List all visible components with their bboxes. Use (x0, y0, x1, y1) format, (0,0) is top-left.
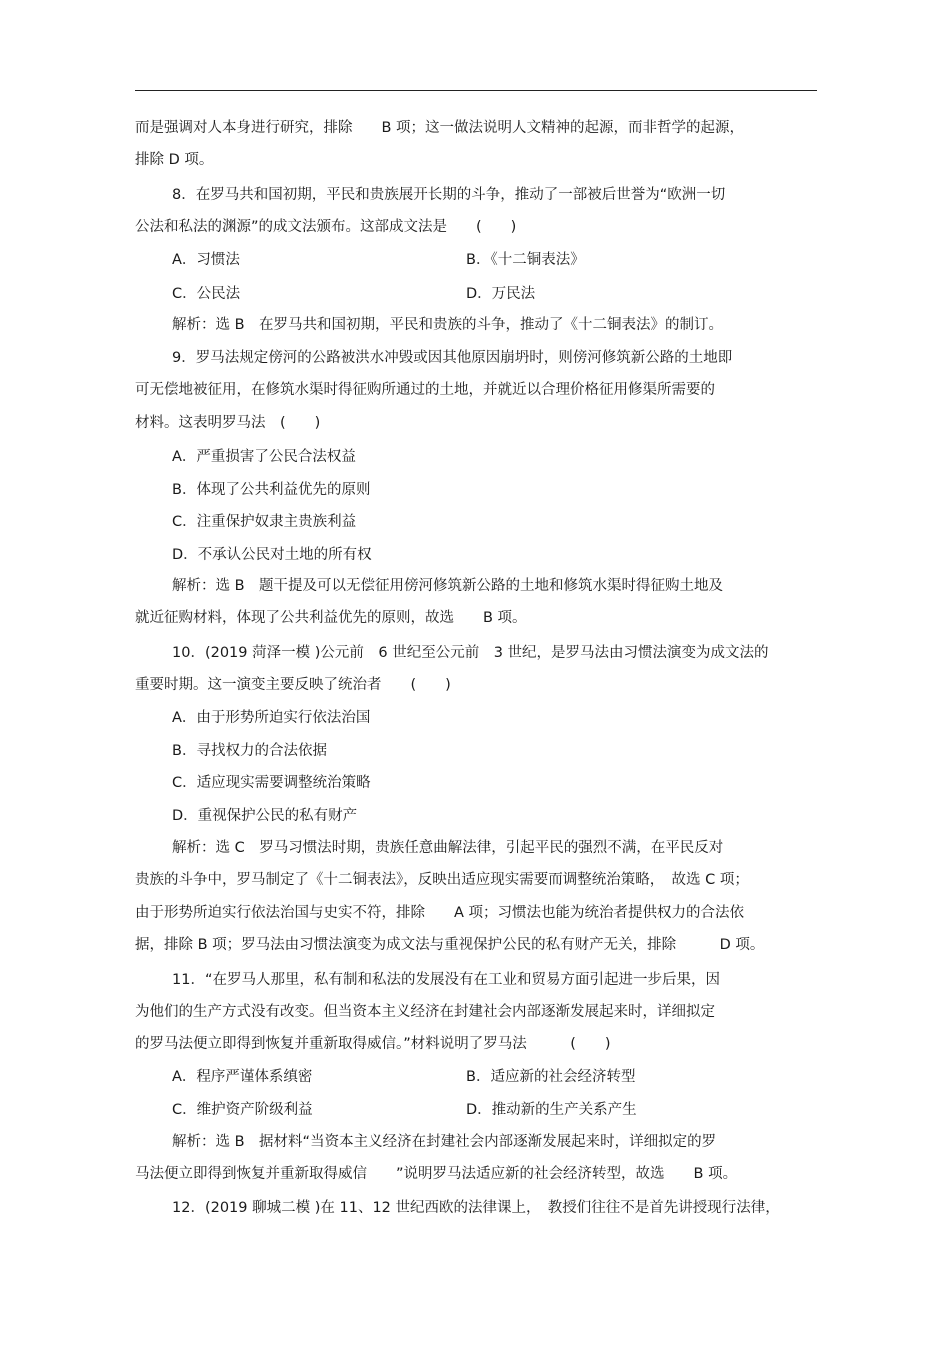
header-rule (135, 90, 817, 91)
option-a: A．习惯法 (172, 252, 240, 268)
question-9: 9．罗马法规定傍河的公路被洪水冲毁或因其他原因崩坍时，则傍河修筑新公路的土地即 (172, 350, 733, 366)
question-10: 10．(2019 菏泽一模 )公元前 6 世纪至公元前 3 世纪，是罗马法由习惯法演变为成文法的 (172, 645, 769, 661)
question-12: 12．(2019 聊城二模 )在 11、12 世纪西欧的法律课上， 教授们往往不是首先讲授现行法律， (172, 1200, 780, 1216)
option-d: D．万民法 (466, 286, 536, 302)
option-b: B．体现了公共利益优先的原则 (172, 482, 371, 498)
option-c: C．适应现实需要调整统治策略 (172, 775, 371, 791)
text-line: 的罗马法便立即得到恢复并重新取得威信。”材料说明了罗马法 ( ) (135, 1036, 611, 1052)
text-line: 为他们的生产方式没有改变。但当资本主义经济在封建社会内部逐渐发展起来时，详细拟定 (135, 1004, 715, 1020)
option-a: A．由于形势所迫实行依法治国 (172, 710, 371, 726)
question-8: 8．在罗马共和国初期，平民和贵族展开长期的斗争，推动了一部被后世誉为“欧洲一切 (172, 187, 726, 203)
option-d: D．不承认公民对土地的所有权 (172, 547, 372, 563)
analysis: 解析：选 C 罗马习惯法时期，贵族任意曲解法律，引起平民的强烈不满，在平民反对 (172, 840, 724, 856)
text-line: 材料。这表明罗马法 ( ) (135, 415, 321, 431)
text-line: 由于形势所迫实行依法治国与史实不符，排除 A 项；习惯法也能为统治者提供权力的合法依 (135, 905, 745, 921)
text-line: 可无偿地被征用，在修筑水渠时得征购所通过的土地，并就近以合理价格征用修渠所需要的 (135, 382, 715, 398)
option-c: C．维护资产阶级利益 (172, 1102, 313, 1118)
analysis: 解析：选 B 题干提及可以无偿征用傍河修筑新公路的土地和修筑水渠时得征购土地及 (172, 578, 724, 594)
option-c: C．公民法 (172, 286, 241, 302)
option-a: A．程序严谨体系缜密 (172, 1069, 313, 1085)
option-b: B．寻找权力的合法依据 (172, 743, 327, 759)
option-c: C．注重保护奴隶主贵族利益 (172, 514, 357, 530)
option-b: B．适应新的社会经济转型 (466, 1069, 636, 1085)
option-d: D．推动新的生产关系产生 (466, 1102, 637, 1118)
analysis: 解析：选 B 据材料“当资本主义经济在封建社会内部逐渐发展起来时，详细拟定的罗 (172, 1134, 717, 1150)
text-line: 马法便立即得到恢复并重新取得威信 ”说明罗马法适应新的社会经济转型，故选 B 项。 (135, 1166, 738, 1182)
text-line: 而是强调对人本身进行研究，排除 B 项；这一做法说明人文精神的起源，而非哲学的起源， (135, 120, 745, 136)
text-line: 排除 D 项。 (135, 152, 214, 168)
text-line: 公法和私法的渊源”的成文法颁布。这部成文法是 ( ) (135, 219, 517, 235)
option-b: B．《十二铜表法》 (466, 252, 585, 268)
text-line: 据，排除 B 项；罗马法由习惯法演变为成文法与重视保护公民的私有财产无关，排除 D 项。 (135, 937, 765, 953)
option-a: A．严重损害了公民合法权益 (172, 449, 356, 465)
analysis: 解析：选 B 在罗马共和国初期，平民和贵族的斗争，推动了《十二铜表法》的制订。 (172, 317, 724, 333)
question-11: 11．“在罗马人那里，私有制和私法的发展没有在工业和贸易方面引起进一步后果，因 (172, 972, 720, 988)
option-d: D．重视保护公民的私有财产 (172, 808, 358, 824)
text-line: 贵族的斗争中，罗马制定了《十二铜表法》，反映出适应现实需要而调整统治策略， 故选 C 项； (135, 872, 749, 888)
text-line: 就近征购材料，体现了公共利益优先的原则，故选 B 项。 (135, 610, 527, 626)
text-line: 重要时期。这一演变主要反映了统治者 ( ) (135, 677, 451, 693)
